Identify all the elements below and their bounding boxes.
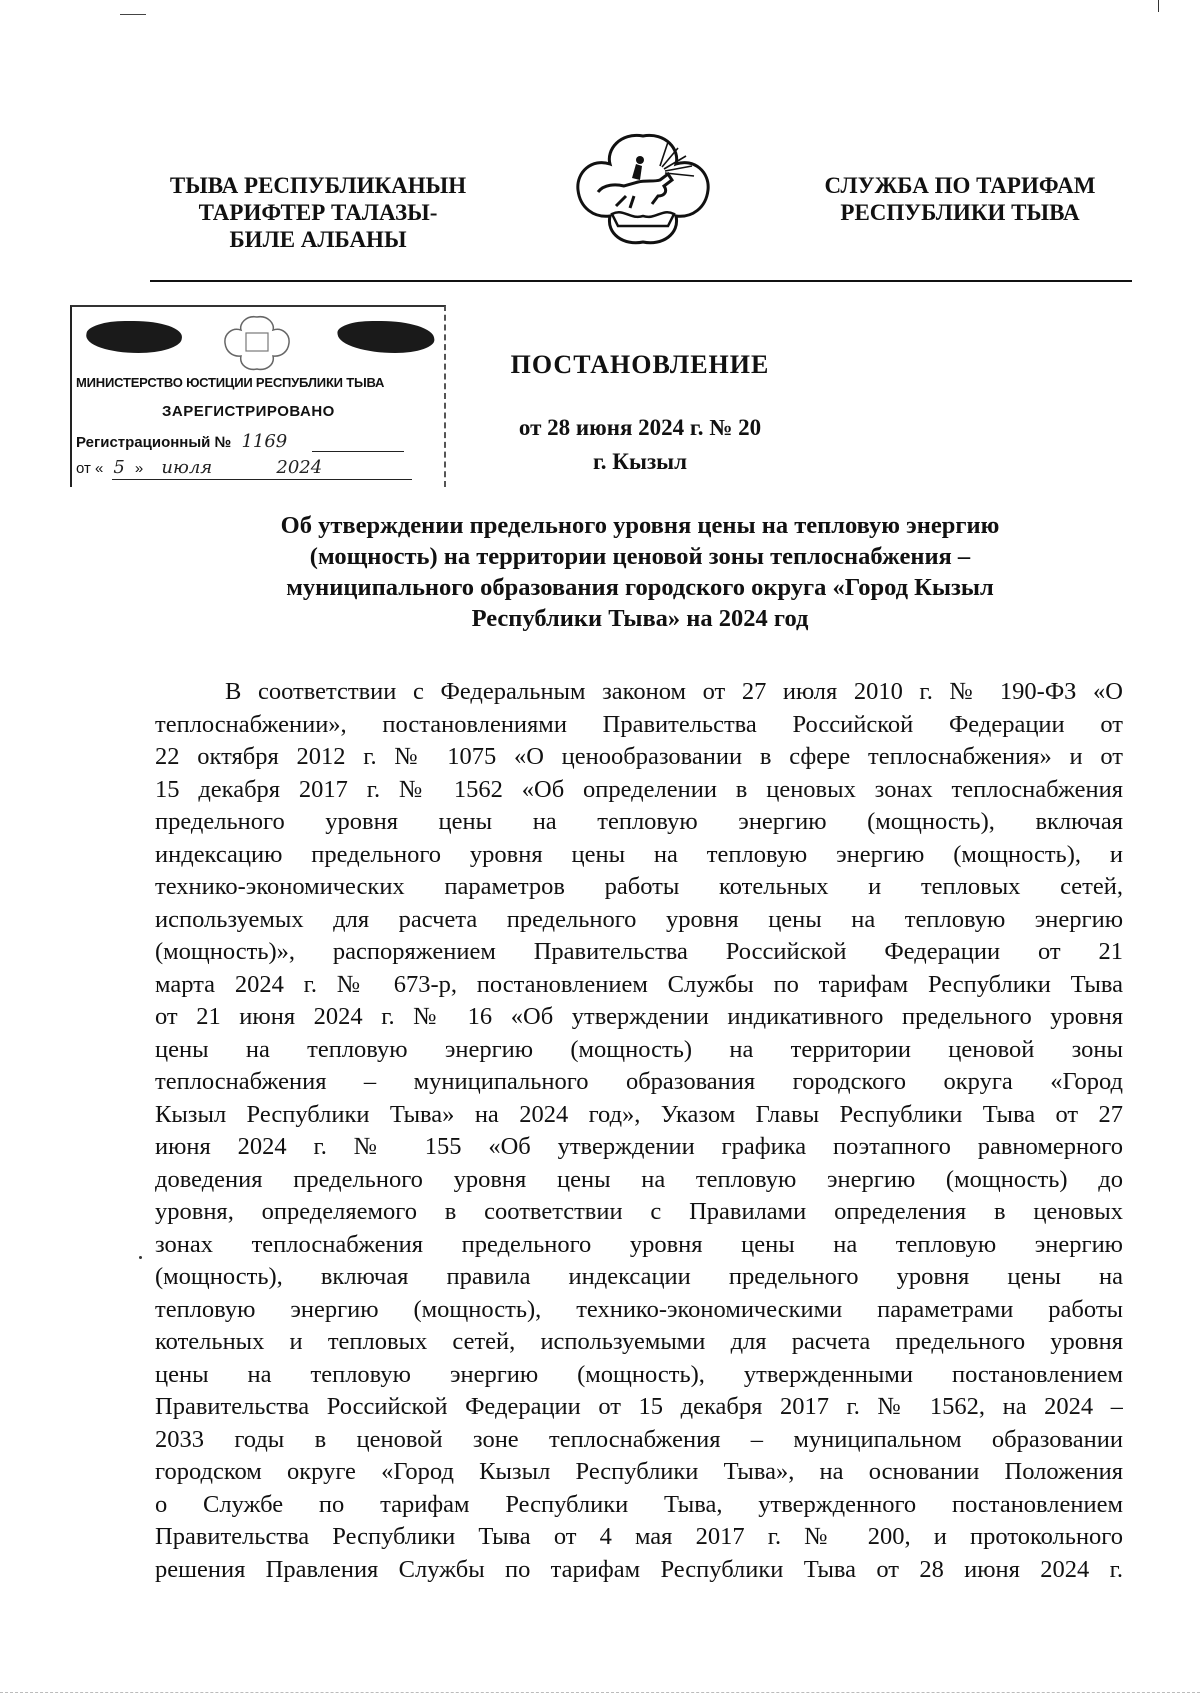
header-line: ТЫВА РЕСПУБЛИКАНЫН	[169, 173, 467, 198]
document-date-number: от 28 июня 2024 г. № 20	[518, 415, 762, 440]
header-line: СЛУЖБА ПО ТАРИФАМ	[824, 173, 1096, 198]
body-line: июня 2024 г. № 155 «Об утверждении графика поэтапного равномерного	[155, 1133, 1123, 1160]
body-line: 15 декабря 2017 г. № 1562 «Об определении в ценовых зонах теплоснабжения	[155, 775, 1123, 803]
scan-edge	[0, 1692, 1200, 1693]
header-line: ТАРИФТЕР ТАЛАЗЫ-	[198, 200, 438, 225]
stamp-reg-value: 1169	[241, 431, 288, 452]
body-line: уровня, определяемого в соответствии с Правилами определения в ценовых	[155, 1198, 1123, 1225]
subject-line: Об утверждении предельного уровня цены на тепловую энергию	[280, 512, 1000, 539]
header-divider	[150, 280, 1132, 282]
stamp-reg-label: Регистрационный №	[76, 434, 232, 451]
body-line: 22 октября 2012 г. № 1075 «О ценообразовании в сфере теплоснабжения» и от	[155, 743, 1123, 770]
header-agency-tuvan	[150, 172, 486, 253]
document-city: г. Кызыл	[592, 449, 688, 474]
stamp-registered: ЗАРЕГИСТРИРОВАНО	[162, 403, 335, 420]
stamp-year: 2024	[276, 457, 323, 478]
stamp-date-mid: »	[134, 460, 144, 477]
body-line: решения Правления Службы по тарифам Республики Тыва от 28 июня 2024 г.	[155, 1555, 1123, 1583]
subject-line: муниципального образования городского округа «Город Кызыл	[286, 574, 994, 601]
body-line: технико-экономических параметров работы котельных и тепловых сетей,	[155, 873, 1123, 900]
body-line: от 21 июня 2024 г. № 16 «Об утверждении индикативного предельного уровня	[155, 1003, 1123, 1030]
body-line: доведения предельного уровня цены на тепловую энергию (мощность) до	[155, 1165, 1123, 1193]
header-line: РЕСПУБЛИКИ ТЫВА	[840, 200, 1080, 225]
document-title: ПОСТАНОВЛЕНИЕ	[510, 350, 770, 379]
body-line: марта 2024 г. № 673-р, постановлением Службы по тарифам Республики Тыва	[155, 970, 1123, 998]
body-line: тепловую энергию (мощность), технико-экономическими параметрами работы	[155, 1295, 1123, 1323]
stamp-underline	[112, 479, 412, 480]
subject-line: (мощность) на территории ценовой зоны теплоснабжения –	[309, 543, 971, 570]
scan-mark	[1158, 0, 1159, 12]
body-line: Кызыл Республики Тыва» на 2024 год», Указом Главы Республики Тыва от 27	[155, 1100, 1123, 1128]
stamp-reg-number	[76, 431, 287, 452]
scan-mark	[120, 14, 146, 15]
scan-speck	[139, 1256, 142, 1259]
body-line: котельных и тепловых сетей, используемыми для расчета предельного уровня	[155, 1328, 1123, 1355]
header-agency-russian	[810, 172, 1110, 226]
body-line: Правительства Российской Федерации от 15 декабря 2017 г. № 1562, на 2024 –	[155, 1393, 1123, 1420]
stamp-date-prefix: от «	[76, 460, 104, 477]
tuva-emblem-icon	[568, 130, 718, 248]
stamp-underline	[312, 451, 404, 452]
stamp-emblem-icon	[220, 313, 294, 371]
body-line: городском округе «Город Кызыл Республики Тыва», на основании Положения	[155, 1458, 1123, 1485]
subject-line: Республики Тыва» на 2024 год	[471, 605, 809, 632]
body-line: (мощность), включая правила индексации предельного уровня цены на	[155, 1263, 1123, 1290]
stamp-month: июля	[161, 457, 213, 478]
document-subject	[170, 510, 1110, 634]
body-line: цены на тепловую энергию (мощность), утвержденными постановлением	[155, 1360, 1123, 1388]
stamp-date	[76, 457, 322, 478]
stamp-blot	[336, 321, 436, 353]
stamp-day: 5	[113, 457, 125, 478]
body-line: В соответствии с Федеральным законом от 27 июля 2010 г. № 190-ФЗ «О	[225, 678, 1123, 705]
body-line: о Службе по тарифам Республики Тыва, утвержденного постановлением	[155, 1490, 1123, 1518]
body-line: индексацию предельного уровня цены на тепловую энергию (мощность), и	[155, 840, 1123, 868]
body-line: зонах теплоснабжения предельного уровня цены на тепловую энергию	[155, 1230, 1123, 1258]
header-line: БИЛЕ АЛБАНЫ	[229, 227, 407, 252]
stamp-blot	[84, 321, 184, 353]
document-body	[155, 676, 1123, 1586]
body-line: Правительства Республики Тыва от 4 мая 2017 г. № 200, и протокольного	[155, 1523, 1123, 1550]
body-line: 2033 годы в ценовой зоне теплоснабжения – муниципальном образовании	[155, 1425, 1123, 1453]
body-line: теплоснабжении», постановлениями Правительства Российской Федерации от	[155, 710, 1123, 738]
body-line: теплоснабжения – муниципального образования городского округа «Город	[155, 1068, 1123, 1095]
body-line: (мощность)», распоряжением Правительства Российской Федерации от 21	[155, 938, 1123, 965]
body-line: цены на тепловую энергию (мощность) на территории ценовой зоны	[155, 1035, 1123, 1063]
registration-stamp	[70, 305, 446, 487]
body-line: используемых для расчета предельного уровня цены на тепловую энергию	[155, 905, 1123, 933]
body-line: предельного уровня цены на тепловую энергию (мощность), включая	[155, 808, 1123, 835]
stamp-ministry: МИНИСТЕРСТВО ЮСТИЦИИ РЕСПУБЛИКИ ТЫВА	[76, 375, 385, 390]
